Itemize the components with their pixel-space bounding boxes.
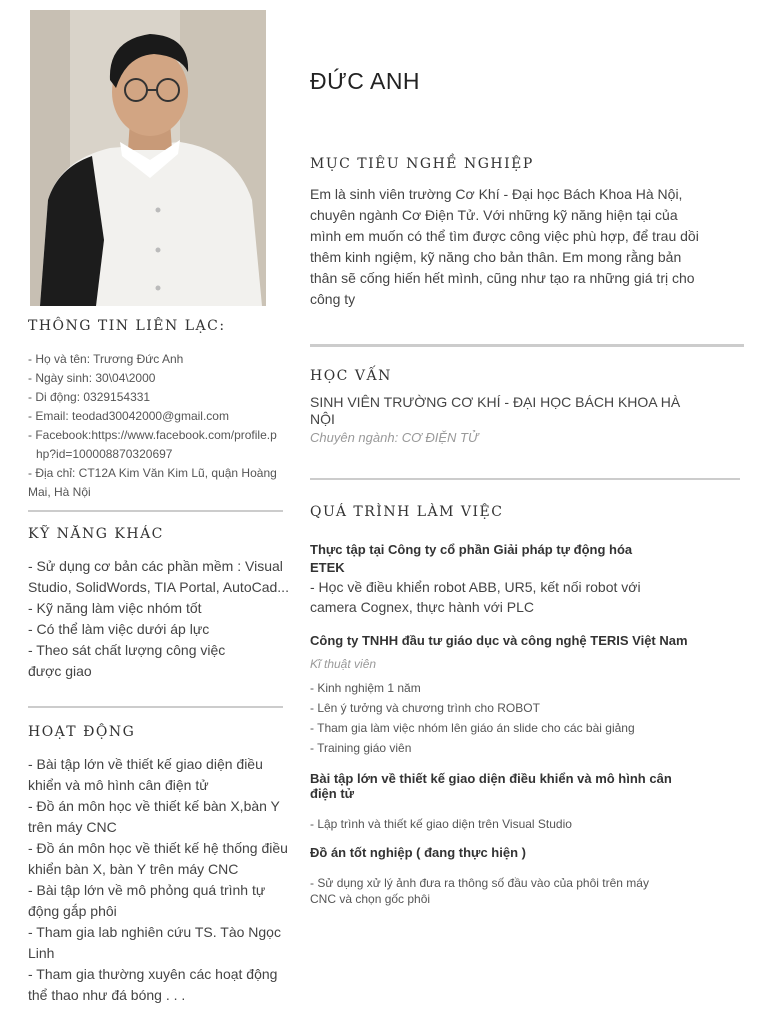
- contact-section-title: THÔNG TIN LIÊN LẠC:: [28, 318, 226, 334]
- project1-title: [310, 771, 672, 801]
- project1-title-line: Bài tập lớn về thiết kế giao diện điều khiển và mô hình cân: [310, 771, 672, 786]
- job2-line: - Tham gia làm việc nhóm lên giáo án slide cho các bài giảng: [310, 721, 635, 735]
- job1-line: - Học về điều khiển robot ABB, UR5, kết nối robot với: [310, 579, 641, 595]
- contact-facebook-link-cont[interactable]: hp?id=100008870320697: [36, 447, 173, 461]
- project2-line: CNC và chọn gốc phôi: [310, 892, 431, 906]
- education-major: Chuyên ngành: CƠ ĐIỆN TỬ: [310, 430, 479, 445]
- activities-line: - Tham gia lab nghiên cứu TS. Tào Ngọc: [28, 924, 281, 940]
- activities-line: - Đồ án môn học về thiết kế bàn X,bàn Y: [28, 798, 280, 814]
- activities-line: - Đồ án môn học về thiết kế hệ thống điều: [28, 840, 288, 856]
- project2-details: [310, 875, 649, 907]
- education-school-line: SINH VIÊN TRƯỜNG CƠ KHÍ - ĐẠI HỌC BÁCH KHOA HÀ: [310, 394, 681, 410]
- activities-line: thể thao như đá bóng . . .: [28, 987, 186, 1003]
- education-school: [310, 394, 740, 428]
- project2-title: Đồ án tốt nghiệp ( đang thực hiện ): [310, 845, 526, 860]
- activities-section-title: HOẠT ĐỘNG: [28, 724, 136, 740]
- activities-line: động gắp phôi: [28, 903, 117, 919]
- activities-line: trên máy CNC: [28, 819, 117, 835]
- divider: [310, 344, 744, 347]
- contact-facebook-link[interactable]: - Facebook:https://www.facebook.com/profile.p: [28, 428, 277, 442]
- work-section-title: QUÁ TRÌNH LÀM VIỆC: [310, 504, 504, 520]
- skills-line: được giao: [28, 663, 92, 679]
- objective-text: [310, 184, 740, 310]
- skills-line: - Sử dụng cơ bản các phần mềm : Visual: [28, 558, 283, 574]
- job1-details: [310, 577, 641, 617]
- contact-line: Mai, Hà Nội: [28, 485, 91, 499]
- skills-line: - Kỹ năng làm việc nhóm tốt: [28, 600, 202, 616]
- divider: [28, 706, 283, 708]
- activities-list: [28, 754, 303, 1006]
- education-school-line: NỘI: [310, 411, 335, 427]
- skills-line: - Theo sát chất lượng công việc: [28, 642, 226, 658]
- contact-line: - Địa chỉ: CT12A Kim Văn Kim Lũ, quận Hoàng: [28, 466, 277, 480]
- job2-details: [310, 678, 740, 758]
- job2-line: - Kinh nghiệm 1 năm: [310, 681, 421, 695]
- name-heading: ĐỨC ANH: [310, 68, 421, 94]
- divider: [310, 478, 740, 480]
- job1-title-line: ETEK: [310, 560, 345, 575]
- skills-section-title: KỸ NĂNG KHÁC: [28, 526, 164, 542]
- divider: [28, 510, 283, 512]
- activities-line: khiển bàn X, bàn Y trên máy CNC: [28, 861, 239, 877]
- job2-title: Công ty TNHH đầu tư giáo dục và công nghệ TERIS Việt Nam: [310, 633, 688, 648]
- profile-photo: [30, 10, 266, 306]
- objective-line: chuyên ngành Cơ Điện Tử. Với những kỹ năng hiện tại của: [310, 207, 678, 223]
- job2-line: - Lên ý tưởng và chương trình cho ROBOT: [310, 701, 540, 715]
- person-illustration: [30, 10, 266, 306]
- objective-line: thân sẽ cống hiến hết mình, cũng như tạo ra những giá trị cho: [310, 270, 695, 286]
- education-section-title: HỌC VẤN: [310, 368, 392, 384]
- contact-email[interactable]: - Email: teodad30042000@gmail.com: [28, 409, 229, 423]
- job2-role: Kĩ thuật viên: [310, 657, 377, 671]
- skills-list: [28, 556, 303, 682]
- activities-line: - Bài tập lớn về mô phỏng quá trình tự: [28, 882, 266, 898]
- job2-line: - Training giáo viên: [310, 741, 412, 755]
- skills-line: - Có thể làm việc dưới áp lực: [28, 621, 210, 637]
- job1-title: [310, 541, 632, 577]
- activities-line: khiển và mô hình cân điện tử: [28, 777, 209, 793]
- job1-title-line: Thực tập tại Công ty cổ phần Giải pháp tự động hóa: [310, 542, 633, 557]
- skills-line: Studio, SolidWords, TIA Portal, AutoCad...: [28, 579, 289, 595]
- contact-line: - Họ và tên: Trương Đức Anh: [28, 352, 184, 366]
- activities-line: Linh: [28, 945, 55, 961]
- project1-title-line: điện tử: [310, 786, 355, 801]
- activities-line: - Tham gia thường xuyên các hoạt động: [28, 966, 278, 982]
- objective-line: thêm kinh ngiệm, kỹ năng cho bản thân. Em mong rằng bản: [310, 249, 682, 265]
- objective-section-title: MỤC TIÊU NGHỀ NGHIỆP: [310, 156, 534, 172]
- contact-info: [28, 350, 298, 502]
- activities-line: - Bài tập lớn về thiết kế giao diện điều: [28, 756, 263, 772]
- objective-line: mình em muốn có thể tìm được công việc phù hợp, để trau dồi: [310, 228, 699, 244]
- project1-line: - Lập trình và thiết kế giao diện trên Visual Studio: [310, 817, 572, 831]
- contact-line: - Di động: 0329154331: [28, 390, 151, 404]
- objective-line: công ty: [310, 291, 356, 307]
- project2-line: - Sử dụng xử lý ảnh đưa ra thông số đầu vào của phôi trên máy: [310, 876, 649, 890]
- objective-line: Em là sinh viên trường Cơ Khí - Đại học Bách Khoa Hà Nội,: [310, 186, 683, 202]
- job1-line: camera Cognex, thực hành với PLC: [310, 599, 534, 615]
- contact-line: - Ngày sinh: 30\04\2000: [28, 371, 156, 385]
